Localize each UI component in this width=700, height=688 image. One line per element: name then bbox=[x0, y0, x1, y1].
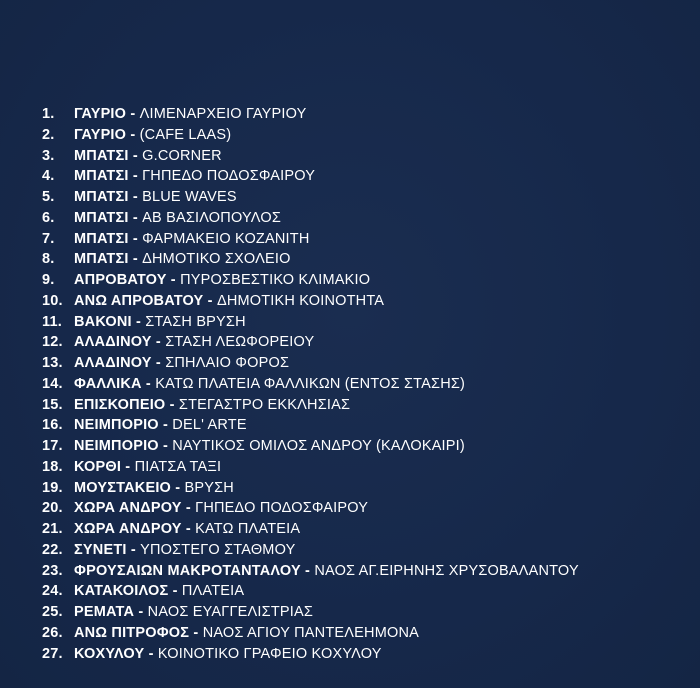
item-place: ΑΛΑΔΙΝΟΥ bbox=[74, 355, 152, 371]
item-place: ΣΥΝΕΤΙ bbox=[74, 541, 127, 558]
list-item bbox=[42, 415, 579, 436]
item-place: ΚΟΡΘΙ bbox=[74, 458, 122, 475]
item-separator: - bbox=[128, 251, 143, 268]
item-number: 14. bbox=[42, 375, 63, 392]
item-stop: ΦΑΡΜΑΚΕΙΟ ΚΟΖΑΝΙΤΗ bbox=[142, 230, 310, 247]
item-separator: - bbox=[168, 583, 182, 600]
item-stop: ΔΗΜΟΤΙΚΗ ΚΟΙΝΟΤΗΤΑ bbox=[216, 292, 385, 309]
item-number: 15. bbox=[42, 396, 63, 413]
list-item bbox=[42, 602, 579, 623]
item-place: ΑΛΑΔΙΝΟΥ bbox=[74, 334, 152, 351]
item-stop: ΓΗΠΕΔΟ ΠΟΔΟΣΦΑΙΡΟΥ bbox=[195, 500, 369, 517]
item-stop: ΚΑΤΩ ΠΛΑΤΕΙΑ ΦΑΛΛΙΚΩΝ (ΕΝΤΟΣ ΣΤΑΣΗΣ) bbox=[155, 375, 466, 392]
item-number: 18. bbox=[42, 458, 63, 475]
item-separator: - bbox=[144, 645, 158, 662]
item-number: 13. bbox=[42, 355, 63, 371]
item-separator: - bbox=[151, 334, 166, 351]
item-separator: - bbox=[128, 147, 143, 164]
item-number: 17. bbox=[42, 438, 63, 454]
bus-stops-list bbox=[42, 104, 579, 664]
item-number: 16. bbox=[42, 417, 63, 434]
item-place: ΑΝΩ ΠΙΤΡΟΦΟΣ bbox=[74, 624, 190, 641]
item-stop: ΝΑΟΣ ΑΓ.ΕΙΡΗΝΗΣ ΧΡΥΣΟΒΑΛΑΝΤΟΥ bbox=[314, 562, 579, 579]
item-number: 7. bbox=[42, 230, 55, 247]
item-stop: ΠΛΑΤΕΙΑ bbox=[181, 583, 245, 600]
item-separator: - bbox=[128, 189, 143, 205]
list-item bbox=[42, 498, 579, 519]
item-stop: ΝΑΟΣ ΕΥΑΓΓΕΛΙΣΤΡΙΑΣ bbox=[147, 604, 314, 620]
item-stop: ΣΤΕΓΑΣΤΡΟ ΕΚΚΛΗΣΙΑΣ bbox=[178, 396, 351, 413]
item-stop: ΥΠΟΣΤΕΓΟ ΣΤΑΘΜΟΥ bbox=[140, 541, 296, 558]
list-item bbox=[42, 436, 579, 457]
list-item bbox=[42, 561, 579, 582]
item-separator: - bbox=[203, 292, 217, 309]
item-number: 11. bbox=[42, 313, 62, 330]
item-number: 20. bbox=[42, 500, 63, 517]
item-place: ΧΩΡΑ ΑΝΔΡΟΥ bbox=[74, 500, 182, 517]
item-number: 27. bbox=[42, 645, 63, 662]
item-stop: ΚΟΙΝΟΤΙΚΟ ΓΡΑΦΕΙΟ ΚΟΧΥΛΟΥ bbox=[157, 645, 382, 662]
item-number: 10. bbox=[42, 292, 63, 309]
item-stop: ΑΒ ΒΑΣΙΛΟΠΟΥΛΟΣ bbox=[142, 209, 281, 226]
item-stop: ΠΙΑΤΣΑ ΤΑΞΙ bbox=[134, 458, 222, 475]
item-stop: ΛΙΜΕΝΑΡΧΕΙΟ ΓΑΥΡΙΟΥ bbox=[139, 106, 307, 122]
list-item bbox=[42, 229, 579, 250]
item-place: ΧΩΡΑ ΑΝΔΡΟΥ bbox=[74, 521, 182, 537]
item-number: 3. bbox=[42, 147, 55, 164]
item-separator: - bbox=[181, 500, 196, 517]
item-separator: - bbox=[151, 355, 166, 371]
item-stop: ΒΡΥΣΗ bbox=[184, 479, 234, 496]
item-place: ΜΠΑΤΣΙ bbox=[74, 147, 129, 164]
item-place: ΜΠΑΤΣΙ bbox=[74, 168, 129, 185]
list-item bbox=[42, 540, 579, 561]
item-separator: - bbox=[128, 168, 143, 185]
list-item bbox=[42, 623, 579, 644]
item-stop: ΓΗΠΕΔΟ ΠΟΔΟΣΦΑΙΡΟΥ bbox=[142, 168, 316, 185]
item-place: ΑΠΡΟΒΑΤΟΥ bbox=[74, 272, 167, 288]
item-separator: - bbox=[128, 209, 143, 226]
item-number: 21. bbox=[42, 521, 63, 537]
item-place: ΕΠΙΣΚΟΠΕΙΟ bbox=[74, 396, 166, 413]
item-number: 1. bbox=[42, 106, 55, 122]
item-separator: - bbox=[126, 541, 141, 558]
item-place: ΦΡΟΥΣΑΙΩΝ ΜΑΚΡΟΤΑΝΤΑΛΟΥ bbox=[74, 562, 301, 579]
item-separator: - bbox=[134, 604, 148, 620]
item-separator: - bbox=[171, 479, 185, 496]
item-number: 4. bbox=[42, 168, 55, 185]
item-number: 12. bbox=[42, 334, 63, 351]
item-stop: G.CORNER bbox=[142, 147, 222, 164]
item-place: ΒΑΚΟΝΙ bbox=[74, 313, 132, 330]
list-item bbox=[42, 644, 579, 665]
item-stop: DEL' ARTE bbox=[172, 417, 247, 434]
item-place: ΝΕΙΜΠΟΡΙΟ bbox=[74, 417, 159, 434]
item-separator: - bbox=[128, 230, 143, 247]
list-item bbox=[42, 249, 579, 270]
list-item bbox=[42, 291, 579, 312]
item-place: ΜΠΑΤΣΙ bbox=[74, 209, 129, 226]
list-item bbox=[42, 312, 579, 333]
list-item bbox=[42, 270, 579, 291]
item-separator: - bbox=[131, 313, 146, 330]
item-place: ΓΑΥΡΙΟ bbox=[74, 106, 127, 122]
item-place: ΓΑΥΡΙΟ bbox=[74, 126, 127, 143]
item-place: ΡΕΜΑΤΑ bbox=[74, 604, 135, 620]
item-number: 26. bbox=[42, 624, 63, 641]
list-item bbox=[42, 478, 579, 499]
item-stop: ΣΤΑΣΗ ΛΕΩΦΟΡΕΙΟΥ bbox=[165, 334, 315, 351]
list-item bbox=[42, 519, 579, 540]
item-stop: (CAFE LAAS) bbox=[139, 126, 232, 143]
item-separator: - bbox=[166, 272, 181, 288]
item-stop: ΣΤΑΣΗ ΒΡΥΣΗ bbox=[145, 313, 246, 330]
item-separator: - bbox=[126, 106, 140, 122]
item-place: ΚΟΧΥΛΟΥ bbox=[74, 645, 145, 662]
list-item bbox=[42, 581, 579, 602]
item-stop: ΣΠΗΛΑΙΟ ΦΟΡΟΣ bbox=[165, 355, 290, 371]
item-separator: - bbox=[300, 562, 315, 579]
item-stop: ΔΗΜΟΤΙΚΟ ΣΧΟΛΕΙΟ bbox=[142, 251, 291, 268]
item-place: ΑΝΩ ΑΠΡΟΒΑΤΟΥ bbox=[74, 292, 204, 309]
item-place: ΝΕΙΜΠΟΡΙΟ bbox=[74, 438, 159, 454]
item-number: 23. bbox=[42, 562, 63, 579]
list-item bbox=[42, 125, 579, 146]
item-number: 24. bbox=[42, 583, 63, 600]
list-item bbox=[42, 332, 579, 353]
item-number: 9. bbox=[42, 272, 55, 288]
item-place: ΦΑΛΛΙΚΑ bbox=[74, 375, 142, 392]
list-item bbox=[42, 374, 579, 395]
item-separator: - bbox=[121, 458, 135, 475]
item-number: 6. bbox=[42, 209, 55, 226]
item-number: 22. bbox=[42, 541, 63, 558]
list-item bbox=[42, 208, 579, 229]
list-item bbox=[42, 104, 579, 125]
item-number: 19. bbox=[42, 479, 63, 496]
item-stop: ΝΑΥΤΙΚΟΣ ΟΜΙΛΟΣ ΑΝΔΡΟΥ (ΚΑΛΟΚΑΙΡΙ) bbox=[172, 438, 465, 454]
item-number: 2. bbox=[42, 126, 55, 143]
item-place: ΚΑΤΑΚΟΙΛΟΣ bbox=[74, 583, 169, 600]
list-item bbox=[42, 395, 579, 416]
item-number: 5. bbox=[42, 189, 55, 205]
list-item bbox=[42, 187, 579, 208]
item-place: ΜΠΑΤΣΙ bbox=[74, 230, 129, 247]
item-place: ΜΟΥΣΤΑΚΕΙΟ bbox=[74, 479, 172, 496]
item-stop: ΠΥΡΟΣΒΕΣΤΙΚΟ ΚΛΙΜΑΚΙΟ bbox=[180, 272, 371, 288]
item-number: 25. bbox=[42, 604, 63, 620]
item-separator: - bbox=[189, 624, 203, 641]
item-separator: - bbox=[158, 417, 173, 434]
item-separator: - bbox=[126, 126, 140, 143]
item-place: ΜΠΑΤΣΙ bbox=[74, 251, 129, 268]
item-stop: ΝΑΟΣ ΑΓΙΟΥ ΠΑΝΤΕΛΕΗΜΟΝΑ bbox=[202, 624, 420, 641]
list-item bbox=[42, 146, 579, 167]
item-place: ΜΠΑΤΣΙ bbox=[74, 189, 129, 205]
item-separator: - bbox=[165, 396, 179, 413]
list-item bbox=[42, 166, 579, 187]
item-stop: ΚΑΤΩ ΠΛΑΤΕΙΑ bbox=[195, 521, 301, 537]
item-stop: BLUE WAVES bbox=[142, 189, 237, 205]
item-separator: - bbox=[141, 375, 156, 392]
list-item bbox=[42, 457, 579, 478]
item-separator: - bbox=[181, 521, 196, 537]
list-item bbox=[42, 353, 579, 374]
item-number: 8. bbox=[42, 251, 55, 268]
item-separator: - bbox=[158, 438, 173, 454]
